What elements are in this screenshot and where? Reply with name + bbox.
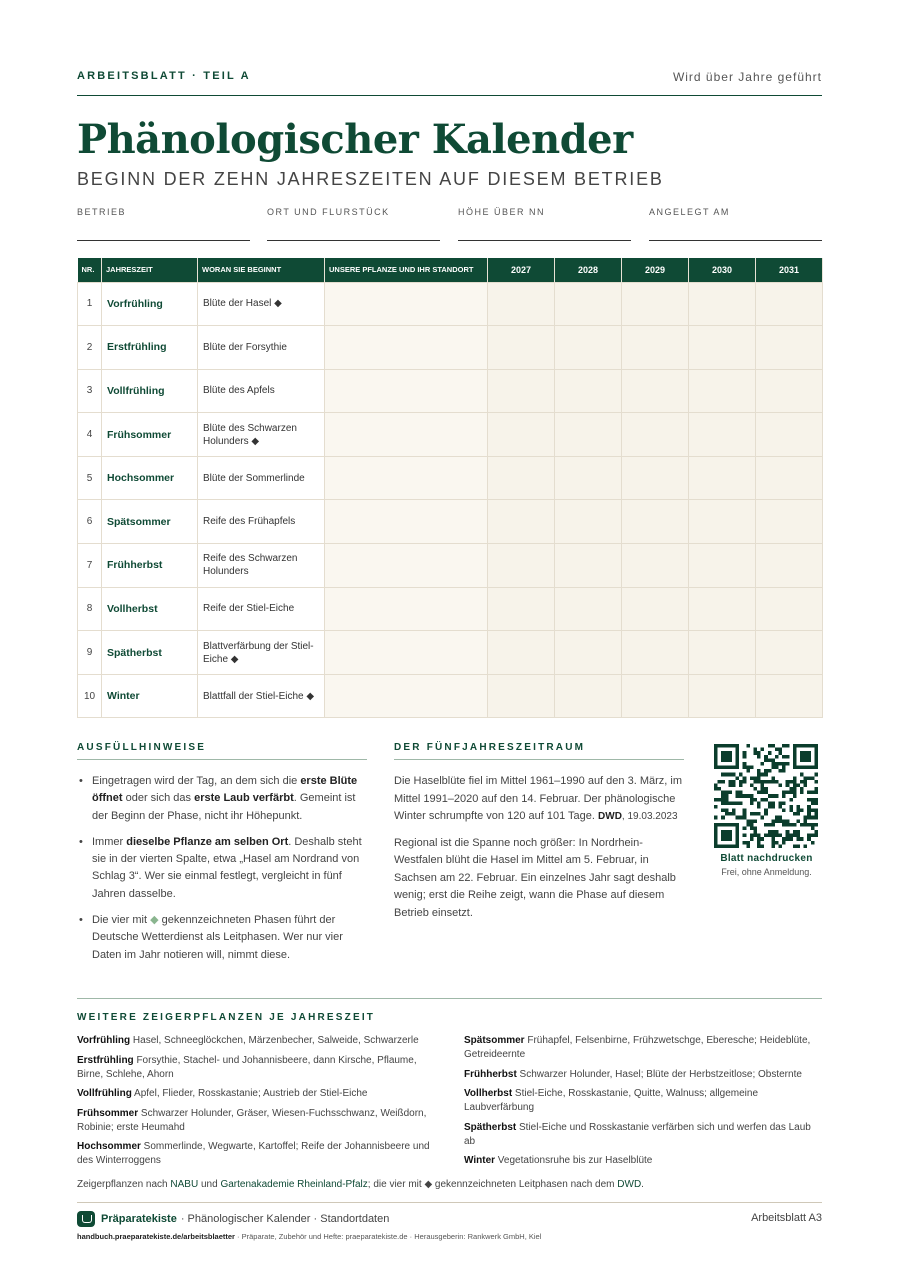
ort-field[interactable]: ORT UND FLURSTÜCK (267, 202, 440, 241)
form-fields (77, 202, 822, 242)
list-item: Frühsommer Schwarzer Holunder, Gräser, Wiesen-Fuchsschwanz, Weißdorn, Robinie; erste Heumahd (77, 1107, 427, 1133)
season-name: Vollfrühling (102, 369, 198, 413)
season-begin: Blüte der Sommerlinde (198, 456, 325, 500)
table-row (78, 544, 823, 588)
col-header-nr: NR. (78, 258, 102, 282)
row-number: 6 (78, 500, 102, 544)
year-date-cell[interactable] (488, 282, 555, 326)
plant-location-cell[interactable] (325, 500, 488, 544)
season-begin: Reife der Stiel-Eiche (198, 587, 325, 631)
list-item: Frühherbst Schwarzer Holunder, Hasel; Blüte der Herbstzeitlose; Obsternte (464, 1068, 802, 1080)
season-begin: Blüte der Hasel ◆ (198, 282, 325, 326)
row-number: 4 (78, 413, 102, 457)
year-date-cell[interactable] (689, 326, 756, 370)
qr-title: Blatt nachdrucken (720, 853, 813, 864)
footer-brand: Präparatekiste · Phänologischer Kalender · Standortdaten (77, 1211, 389, 1227)
year-date-cell[interactable] (488, 369, 555, 413)
row-number: 7 (78, 544, 102, 588)
season-name: Spätherbst (102, 631, 198, 675)
year-date-cell[interactable] (689, 674, 756, 718)
list-item: • Die vier mit ◆ gekennzeichneten Phasen führt der Deutsche Wetterdienst als Leitphasen. Wer nur vier Daten im Jahr notieren will, nimmt diese. (77, 912, 367, 964)
row-number: 3 (78, 369, 102, 413)
year-date-cell[interactable] (689, 631, 756, 675)
year-date-cell[interactable] (488, 456, 555, 500)
row-number: 1 (78, 282, 102, 326)
table-row (78, 413, 823, 457)
year-date-cell[interactable] (488, 326, 555, 370)
list-item: Vollfrühling Apfel, Flieder, Rosskastanie; Austrieb der Stiel-Eiche (77, 1088, 368, 1099)
diamond-icon: ◆ (230, 653, 239, 665)
col-header-begin: WORAN SIE BEGINNT (198, 258, 325, 282)
season-name: Hochsommer (102, 456, 198, 500)
footer-divider (77, 1202, 822, 1203)
season-name: Winter (102, 674, 198, 718)
plant-location-cell[interactable] (325, 369, 488, 413)
betrieb-field[interactable]: BETRIEB (77, 202, 250, 241)
year-date-cell[interactable] (622, 369, 689, 413)
year-date-cell[interactable] (689, 500, 756, 544)
divider (77, 998, 822, 999)
plant-location-cell[interactable] (325, 587, 488, 631)
year-date-cell[interactable] (622, 326, 689, 370)
col-header-year: 2028 (555, 258, 622, 282)
more-right-column (464, 1034, 824, 1174)
season-begin: Blüte des Apfels (198, 369, 325, 413)
diamond-icon: ◆ (150, 914, 159, 927)
year-date-cell[interactable] (555, 674, 622, 718)
five-years-p2: Regional ist die Spanne noch größer: In Nordrhein-Westfalen blüht die Hasel im Mittel am 5. Februar, in Sachsen am 22. Februar. Ein einzelnes Jahr sagt deshalb wenig; erst die Reihe zeigt, wann die Phase auf diesem Betrieb einsetzt. (394, 836, 676, 919)
year-date-cell[interactable] (689, 587, 756, 631)
year-date-cell[interactable] (555, 631, 622, 675)
dwd-link[interactable]: DWD (617, 1179, 642, 1190)
season-name: Vollherbst (102, 587, 198, 631)
diamond-icon: ◆ (251, 435, 260, 447)
row-number: 8 (78, 587, 102, 631)
list-item: Spätherbst Stiel-Eiche und Rosskastanie verfärben sich und werfen das Laub ab (464, 1121, 811, 1147)
year-date-cell[interactable] (689, 456, 756, 500)
year-date-cell[interactable] (689, 369, 756, 413)
table-row (78, 674, 823, 718)
col-header-year: 2029 (622, 258, 689, 282)
page-subtitle: BEGINN DER ZEHN JAHRESZEITEN AUF DIESEM BETRIEB (77, 169, 664, 189)
year-date-cell[interactable] (555, 587, 622, 631)
col-header-plant: UNSERE PFLANZE UND IHR STANDORT (325, 258, 488, 282)
year-date-cell[interactable] (756, 413, 823, 457)
qr-code[interactable] (714, 744, 818, 848)
five-years-text (394, 773, 684, 931)
row-number: 2 (78, 326, 102, 370)
year-date-cell[interactable] (756, 587, 823, 631)
plant-location-cell[interactable] (325, 456, 488, 500)
year-date-cell[interactable] (555, 413, 622, 457)
row-number: 10 (78, 674, 102, 718)
year-date-cell[interactable] (488, 413, 555, 457)
list-item: Hochsommer Sommerlinde, Wegwarte, Kartoffel; Reife der Johannisbeere und des Winterroggens (77, 1141, 430, 1166)
angelegt-field[interactable]: ANGELEGT AM (649, 202, 822, 241)
plant-location-cell[interactable] (325, 674, 488, 718)
five-years-p1: Die Haselblüte fiel im Mittel 1961–1990 auf den 3. März, im Mittel 1991–2020 auf den 14. Februar. Der phänologische Winter schrumpfte von 120 auf 101 Tage. DWD, 19.03.2023 (394, 775, 682, 822)
table-row (78, 369, 823, 413)
year-date-cell[interactable] (689, 544, 756, 588)
year-date-cell[interactable] (756, 369, 823, 413)
hints-list (77, 773, 367, 973)
list-item: Winter Vegetationsruhe bis zur Haselblüte (464, 1155, 653, 1166)
list-item: • Eingetragen wird der Tag, an dem sich die erste Blüte öffnet oder sich das erste Laub verfärbt. Gemeint ist der Beginn der Phase, nicht ihr Höhepunkt. (77, 773, 367, 825)
year-date-cell[interactable] (555, 456, 622, 500)
list-item: • Immer dieselbe Pflanze am selben Ort. Deshalb steht sie in der vierten Spalte, etwa „Hasel am Nordrand von Schlag 3“. Wer sie einmal festlegt, vergleicht in fünf Jahren dasselbe. (77, 834, 367, 903)
season-begin: Reife des Frühapfels (198, 500, 325, 544)
season-begin: Blattverfärbung der Stiel-Eiche ◆ (198, 631, 325, 675)
five-years-heading: DER FÜNFJAHRESZEITRAUM (394, 742, 684, 760)
page-title: Phänologischer Kalender (77, 116, 633, 163)
year-date-cell[interactable] (488, 587, 555, 631)
footer-sheet-id: Arbeitsblatt A3 (751, 1212, 822, 1224)
year-date-cell[interactable] (555, 500, 622, 544)
table-row (78, 500, 823, 544)
year-date-cell[interactable] (756, 500, 823, 544)
year-date-cell[interactable] (622, 544, 689, 588)
brand-logo-icon (77, 1211, 95, 1227)
year-date-cell[interactable] (488, 631, 555, 675)
season-name: Erstfrühling (102, 326, 198, 370)
col-header-year: 2031 (756, 258, 823, 282)
year-date-cell[interactable] (689, 282, 756, 326)
hints-heading: AUSFÜLLHINWEISE (77, 742, 367, 760)
diamond-icon: ◆ (274, 298, 282, 310)
year-date-cell[interactable] (756, 326, 823, 370)
season-name: Spätsommer (102, 500, 198, 544)
plant-location-cell[interactable] (325, 282, 488, 326)
col-header-year: 2027 (488, 258, 555, 282)
season-name: Frühherbst (102, 544, 198, 588)
table-row (78, 587, 823, 631)
calendar-table (77, 258, 823, 718)
year-date-cell[interactable] (488, 500, 555, 544)
header-note: Wird über Jahre geführt (672, 70, 822, 84)
list-item: Spätsommer Frühapfel, Felsenbirne, Frühzwetschge, Eberesche; Heideblüte, Getreideernte (464, 1035, 811, 1060)
season-begin: Blüte der Forsythie (198, 326, 325, 370)
year-date-cell[interactable] (622, 587, 689, 631)
list-item: Vorfrühling Hasel, Schneeglöckchen, Märzenbecher, Salweide, Schwarzerle (77, 1035, 419, 1046)
season-begin: Reife des Schwarzen Holunders (198, 544, 325, 588)
season-name: Vorfrühling (102, 282, 198, 326)
table-header-row (78, 258, 823, 282)
year-date-cell[interactable] (555, 369, 622, 413)
season-begin: Blattfall der Stiel-Eiche ◆ (198, 674, 325, 718)
list-item: Vollherbst Stiel-Eiche, Rosskastanie, Quitte, Walnuss; allgemeine Laubverfärbung (464, 1088, 759, 1113)
worksheet-label: ARBEITSBLATT · TEIL A (77, 70, 251, 82)
season-name: Frühsommer (102, 413, 198, 457)
year-date-cell[interactable] (555, 326, 622, 370)
footer-url: handbuch.praeparatekiste.de/arbeitsblaetter · Präparate, Zubehör und Hefte: praeparatekiste.de · Herausgeberin: Rankwerk GmbH, Kiel (77, 1232, 542, 1241)
season-begin: Blüte des Schwarzen Holunders ◆ (198, 413, 325, 457)
list-item: Erstfrühling Forsythie, Stachel- und Johannisbeere, dann Kirsche, Pflaume, Birne, Schlehe, Ahorn (77, 1054, 417, 1080)
year-date-cell[interactable] (555, 544, 622, 588)
year-date-cell[interactable] (488, 544, 555, 588)
plant-location-cell[interactable] (325, 631, 488, 675)
year-date-cell[interactable] (756, 282, 823, 326)
plant-location-cell[interactable] (325, 413, 488, 457)
year-date-cell[interactable] (622, 456, 689, 500)
table-row (78, 456, 823, 500)
top-bar (77, 70, 822, 96)
nabu-link[interactable]: NABU (170, 1179, 199, 1190)
year-date-cell[interactable] (555, 282, 622, 326)
qr-subtitle: Frei, ohne Anmeldung. (721, 867, 812, 877)
year-date-cell[interactable] (488, 674, 555, 718)
plant-location-cell[interactable] (325, 326, 488, 370)
year-date-cell[interactable] (756, 456, 823, 500)
col-header-year: 2030 (689, 258, 756, 282)
year-date-cell[interactable] (756, 544, 823, 588)
sources-line: Zeigerpflanzen nach NABU und Gartenakademie Rheinland-Pfalz; die vier mit ◆ gekennzeichneten Leitphasen nach dem DWD. (77, 1179, 644, 1190)
table-row (78, 282, 823, 326)
diamond-icon: ◆ (306, 690, 315, 702)
year-date-cell[interactable] (622, 413, 689, 457)
row-number: 9 (78, 631, 102, 675)
year-date-cell[interactable] (622, 500, 689, 544)
year-date-cell[interactable] (622, 631, 689, 675)
col-header-season: JAHRESZEIT (102, 258, 198, 282)
year-date-cell[interactable] (689, 413, 756, 457)
table-row (78, 326, 823, 370)
gartenakademie-link[interactable]: Gartenakademie Rheinland-Pfalz (220, 1179, 368, 1190)
year-date-cell[interactable] (756, 674, 823, 718)
table-row (78, 631, 823, 675)
plant-location-cell[interactable] (325, 544, 488, 588)
year-date-cell[interactable] (622, 674, 689, 718)
footer-link[interactable]: handbuch.praeparatekiste.de/arbeitsblaetter (77, 1232, 235, 1241)
year-date-cell[interactable] (622, 282, 689, 326)
more-left-column (77, 1034, 437, 1174)
more-heading: WEITERE ZEIGERPFLANZEN JE JAHRESZEIT (77, 1012, 376, 1023)
year-date-cell[interactable] (756, 631, 823, 675)
hoehe-field[interactable]: HÖHE ÜBER NN (458, 202, 631, 241)
row-number: 5 (78, 456, 102, 500)
